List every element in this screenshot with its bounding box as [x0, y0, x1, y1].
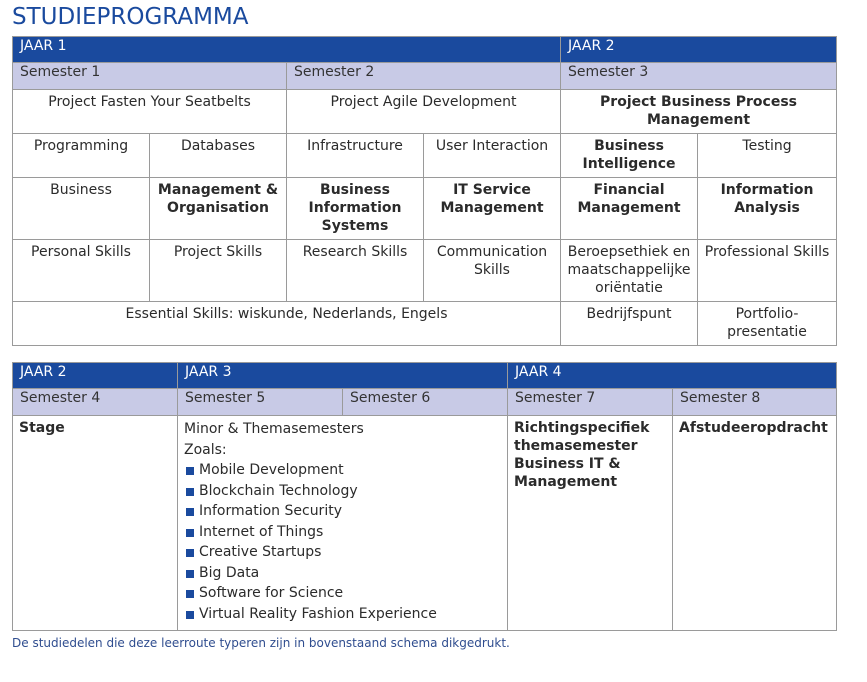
portfolio-cell: Portfolio-presentatie [698, 302, 837, 346]
list-item: Blockchain Technology [184, 481, 501, 502]
semester-7-cell: Richtingspecifiek themasemester Business IT & Management [508, 416, 673, 631]
skills-cell: Professional Skills [698, 240, 837, 302]
year-header-1: JAAR 1 [13, 37, 561, 63]
course-cell: Business [13, 178, 150, 240]
essential-skills-cell: Essential Skills: wiskunde, Nederlands, Engels [13, 302, 561, 346]
footnote: De studiedelen die deze leerroute typeren zijn in bovenstaand schema dikgedrukt. [12, 636, 510, 650]
square-bullet-icon [186, 529, 194, 537]
list-item: Internet of Things [184, 522, 501, 543]
semester-8-cell: Afstudeeropdracht [673, 416, 837, 631]
skills-cell: Personal Skills [13, 240, 150, 302]
skills-cell: Communication Skills [424, 240, 561, 302]
square-bullet-icon [186, 570, 194, 578]
course-cell: Business Intelligence [561, 134, 698, 178]
square-bullet-icon [186, 549, 194, 557]
minor-heading: Minor & Themasemesters [184, 421, 364, 437]
semester-header-3: Semester 3 [561, 63, 837, 90]
course-cell: Business Information Systems [287, 178, 424, 240]
course-cell: Programming [13, 134, 150, 178]
study-program-table-year-2-4 [12, 362, 837, 631]
semester-header-5: Semester 5 [178, 389, 343, 416]
course-cell: Management & Organisation [150, 178, 287, 240]
page-title: STUDIEPROGRAMMA [12, 4, 249, 30]
year-header-2: JAAR 2 [561, 37, 837, 63]
project-cell: Project Agile Development [287, 90, 561, 134]
project-cell: Project Business Process Management [561, 90, 837, 134]
list-item: Information Security [184, 501, 501, 522]
square-bullet-icon [186, 508, 194, 516]
semester-header-7: Semester 7 [508, 389, 673, 416]
course-cell: Testing [698, 134, 837, 178]
stage-cell: Stage [13, 416, 178, 631]
course-cell: IT Service Management [424, 178, 561, 240]
course-cell: Financial Management [561, 178, 698, 240]
semester-header-1: Semester 1 [13, 63, 287, 90]
square-bullet-icon [186, 467, 194, 475]
semester-header-4: Semester 4 [13, 389, 178, 416]
year-header-4: JAAR 4 [508, 363, 837, 389]
square-bullet-icon [186, 611, 194, 619]
semester-header-8: Semester 8 [673, 389, 837, 416]
course-cell: Infrastructure [287, 134, 424, 178]
list-item: Creative Startups [184, 542, 501, 563]
project-cell: Project Fasten Your Seatbelts [13, 90, 287, 134]
study-program-table-year-1-2 [12, 36, 837, 346]
list-item: Big Data [184, 563, 501, 584]
list-item: Virtual Reality Fashion Experience [184, 604, 501, 625]
list-item: Mobile Development [184, 460, 501, 481]
square-bullet-icon [186, 488, 194, 496]
minor-cell [178, 416, 508, 631]
bedrijfspunt-cell: Bedrijfspunt [561, 302, 698, 346]
square-bullet-icon [186, 590, 194, 598]
course-cell: Databases [150, 134, 287, 178]
skills-cell: Research Skills [287, 240, 424, 302]
minor-subheading: Zoals: [184, 441, 227, 458]
skills-cell: Beroepsethiek en maatschappelijke oriëntatie [561, 240, 698, 302]
minor-options-list [184, 460, 501, 624]
list-item: Software for Science [184, 583, 501, 604]
year-header-2: JAAR 2 [13, 363, 178, 389]
skills-cell: Project Skills [150, 240, 287, 302]
semester-header-2: Semester 2 [287, 63, 561, 90]
course-cell: Information Analysis [698, 178, 837, 240]
year-header-3: JAAR 3 [178, 363, 508, 389]
course-cell: User Interaction [424, 134, 561, 178]
semester-header-6: Semester 6 [343, 389, 508, 416]
